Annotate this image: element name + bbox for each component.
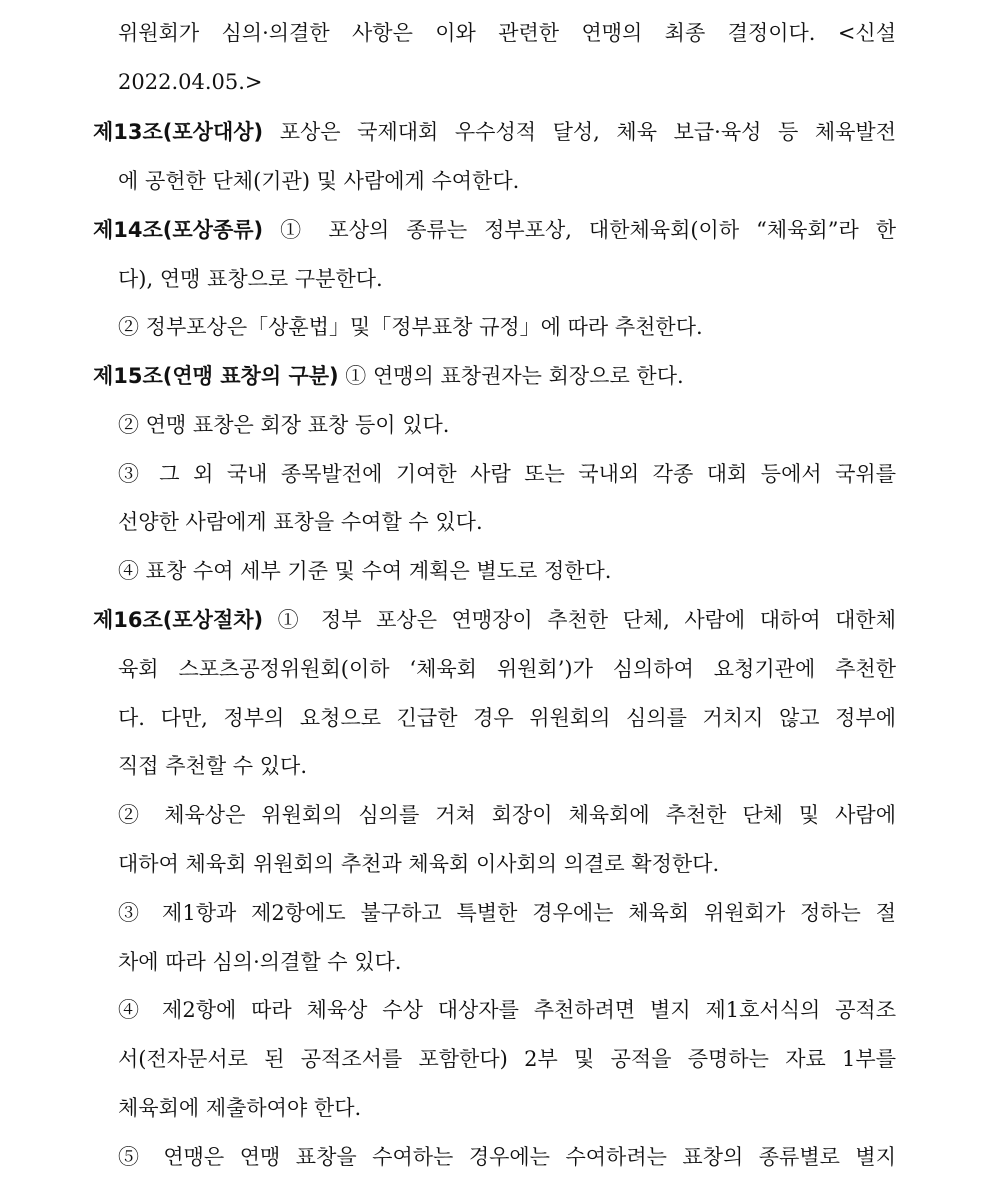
text-line: ④ 표창 수여 세부 기준 및 수여 계획은 별도로 정한다.: [118, 559, 612, 583]
article-15-line: 제15조(연맹 표창의 구분) ① 연맹의 표창권자는 회장으로 한다.: [93, 364, 684, 388]
text-line: 다), 연맹 표창으로 구분한다.: [118, 267, 383, 291]
text-line: ③ 그 외 국내 종목발전에 기여한 사람 또는 국내외 각종 대회 등에서 국위를: [118, 462, 896, 486]
text-line: 대하여 체육회 위원회의 추천과 체육회 이사회의 의결로 확정한다.: [118, 852, 720, 876]
text-line: ④ 제2항에 따라 체육상 수상 대상자를 추천하려면 별지 제1호서식의 공적조: [118, 998, 896, 1022]
text-line: 위원회가 심의·의결한 사항은 이와 관련한 연맹의 최종 결정이다. <신설: [118, 21, 896, 45]
text-line: ② 정부포상은「상훈법」및「정부표창 규정」에 따라 추천한다.: [118, 315, 703, 339]
text-line: ② 체육상은 위원회의 심의를 거쳐 회장이 체육회에 추천한 단체 및 사람에: [118, 803, 896, 827]
article-16-line: 제16조(포상절차) ① 정부 포상은 연맹장이 추천한 단체, 사람에 대하여 대한체: [93, 608, 896, 632]
text-line: 선양한 사람에게 표창을 수여할 수 있다.: [118, 510, 483, 534]
text-line: ③ 제1항과 제2항에도 불구하고 특별한 경우에는 체육회 위원회가 정하는 절: [118, 901, 896, 925]
article-heading: 제13조(포상대상): [93, 120, 264, 144]
article-13-line: 제13조(포상대상) 포상은 국제대회 우수성적 달성, 체육 보급·육성 등 체육발전: [93, 120, 896, 144]
article-heading: 제14조(포상종류): [93, 218, 264, 242]
text-line: 서(전자문서로 된 공적조서를 포함한다) 2부 및 공적을 증명하는 자료 1부를: [118, 1047, 896, 1071]
text-line: 다. 다만, 정부의 요청으로 긴급한 경우 위원회의 심의를 거치지 않고 정부에: [118, 706, 896, 730]
text-line: 직접 추천할 수 있다.: [118, 754, 307, 778]
text-line: ② 연맹 표창은 회장 표창 등이 있다.: [118, 413, 450, 437]
article-14-line: 제14조(포상종류) ① 포상의 종류는 정부포상, 대한체육회(이하 “체육회”라 한: [93, 218, 896, 242]
text-line: 체육회에 제출하여야 한다.: [118, 1096, 362, 1120]
text-line: 에 공헌한 단체(기관) 및 사람에게 수여한다.: [118, 169, 520, 193]
text-line: 육회 스포츠공정위원회(이하 ‘체육회 위원회’)가 심의하여 요청기관에 추천한: [118, 657, 896, 681]
text-line: ⑤ 연맹은 연맹 표창을 수여하는 경우에는 수여하려는 표창의 종류별로 별지: [118, 1145, 896, 1169]
text-line: 2022.04.05.>: [118, 70, 263, 94]
article-heading: 제15조(연맹 표창의 구분): [93, 364, 339, 388]
article-heading: 제16조(포상절차): [93, 608, 264, 632]
text-line: 차에 따라 심의·의결할 수 있다.: [118, 950, 402, 974]
